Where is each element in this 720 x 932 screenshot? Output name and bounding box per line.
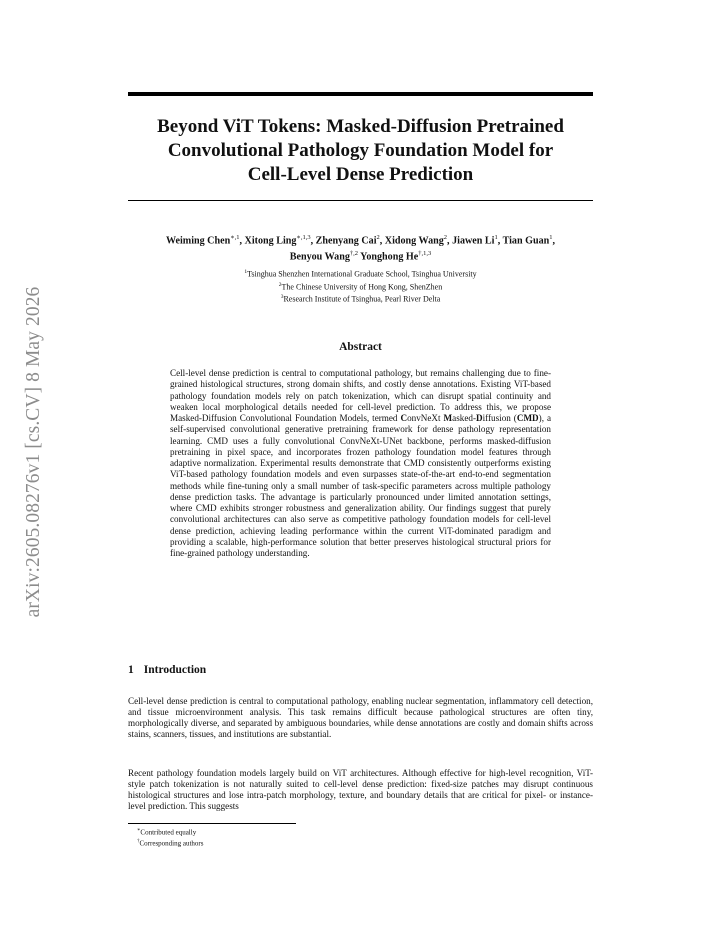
title-line-3: Cell-Level Dense Prediction: [247, 164, 474, 185]
title-line-2: Convolutional Pathology Foundation Model for: [167, 140, 554, 161]
abstract-text: Cell-level dense prediction is central to computational pathology, but remains challenging due to fine-grained histological structures, strong domain shifts, and costly dense annotations. Existing ViT-based pathology foundation models rely on patch tokenization, which can disrupt spatial continuity and weaken local morphological details needed for cell-level prediction. To address this, we propose Masked-Diffusion Convolutional Foundation Models, termed ConvNeXt Masked-Diffusion (CMD), a self-supervised convolutional generative pretraining framework for dense pathology representation learning. CMD uses a fully convolutional ConvNeXt-UNet backbone, performs masked-diffusion pretraining in pixel space, and incorporates frozen pathology foundation model features through adaptive normalization. Experimental results demonstrate that CMD consistently outperforms existing ViT-based pathology foundation models and even surpasses state-of-the-art end-to-end segmentation methods while fine-tuning only a small number of task-specific parameters across multiple pathology dense prediction tasks. The advantage is particularly pronounced under limited annotation settings, where CMD exhibits stronger robustness and generalization ability. Our findings suggest that purely convolutional architectures can also serve as competitive pathology foundation models for cell-level dense prediction, achieving leading performance within the current ViT-dominated paradigm and providing a scalable, high-performance solution that better preserves histological structural priors for fine-grained pathology understanding.: [170, 368, 552, 558]
footnote-rule: [128, 823, 296, 824]
author-marks: 2: [443, 234, 448, 241]
author-marks: 2: [376, 234, 380, 241]
author-marks: ∗,1: [230, 234, 240, 241]
footnote-corresponding: †Corresponding authors: [137, 839, 204, 848]
title-bottom-rule: [128, 200, 593, 201]
author-name: Yonghong He: [360, 251, 419, 263]
author-marks: †,1,3: [418, 250, 432, 258]
section-title: Introduction: [143, 664, 207, 676]
intro-paragraph-2: Recent pathology foundation models largely build on ViT architectures. Although effective for high-level recognition, ViT-style patch tokenization is not naturally suited to cell-level dense prediction: fixed-size patches may disrupt continuous histological structures and lose intra-patch morphology, texture, and boundary details that are critical for pixel- or instance-level prediction. This suggests: [128, 768, 593, 812]
intro-paragraph-1: Cell-level dense prediction is central to computational pathology, enabling nuclear segmentation, inflammatory cell detection, and tissue microenvironment analysis. This task remains difficult because pathological structures are often tiny, morphologically diverse, and separated by ambiguous boundaries, while dense annotations are costly and domain shifts across stains, scanners, tissues, and institutions are substantial.: [128, 696, 593, 740]
footnote-equal-contribution: ∗Contributed equally: [137, 828, 197, 837]
author-name: Jiawen Li: [452, 235, 495, 247]
author-name: Weiming Chen: [165, 235, 231, 247]
author-marks: 1: [549, 234, 553, 241]
arxiv-side-identifier: [14, 262, 54, 642]
author-name: Zhenyang Cai: [315, 235, 377, 247]
section-number: 1: [128, 664, 134, 676]
author-marks: 1: [494, 234, 498, 241]
author-name: Benyou Wang: [289, 251, 350, 263]
author-marks: ∗,1,3: [296, 234, 311, 241]
affiliation-line: $^3$Research Institute of Tsinghua, Pearl River Delta: [280, 294, 441, 304]
abstract-heading: Abstract: [339, 341, 382, 353]
author-name: Xitong Ling: [244, 235, 297, 247]
footnotes: [137, 826, 437, 849]
affiliation-line: $^1$Tsinghua Shenzhen International Graduate School, Tsinghua University: [244, 269, 477, 279]
author-name: Xidong Wang: [384, 235, 444, 247]
arxiv-id-text: arXiv:2605.08276v1 [cs.CV] 8 May 2026: [23, 286, 44, 618]
affiliations: [128, 267, 593, 305]
author-list: Weiming Chen$^{∗,1}$, Xitong Ling$^{∗,1,3}$, Zhenyang Cai$^2$, Xidong Wang$^2$, Jiawen Li$^1$, Tian Guan$^1$, Benyou Wang$^{\dagger,2}$ Yonghong $He^{\dagger,1,3}$: [165, 234, 556, 263]
author-marks: †,2: [349, 250, 359, 258]
affiliation-line: $^2$The Chinese University of Hong Kong, ShenZhen: [278, 281, 443, 292]
section-heading-introduction: [128, 664, 206, 676]
author-name: Tian Guan: [502, 235, 550, 247]
title-top-rule: [128, 92, 593, 96]
title-line-1: Beyond ViT Tokens: Masked-Diffusion Pretrained: [157, 116, 564, 137]
paper-title: [128, 115, 593, 187]
